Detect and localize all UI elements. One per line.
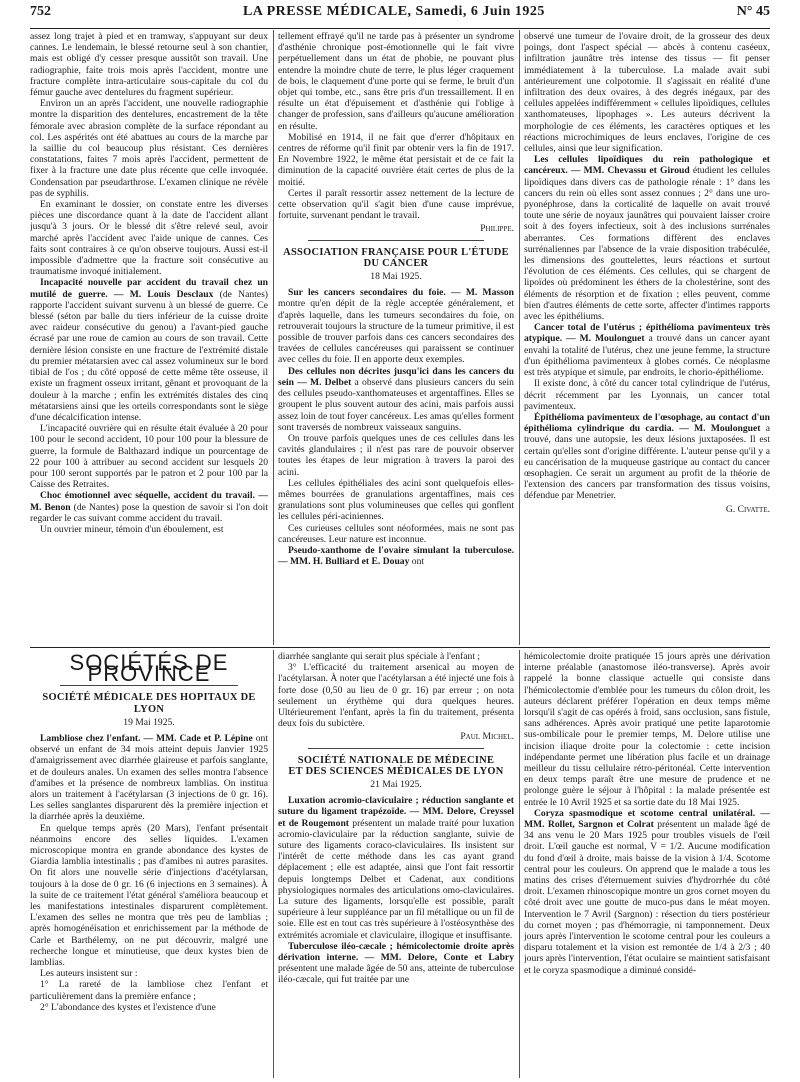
paragraph: ont observé un enfant de 34 mois atteint depuis Janvier 1925 d'amaigrissement avec diarrhée glaireuse et parfois sanglante, et de douleurs anales. Un examen des selles montra l'absence d'amibes et la présence de nombreux lamblias. On institua alors un traitement à l'acétylarsan (3 injections de 0 gr. 16). Les selles sanglantes disparurent dès la première injection et la diarrhée après la deuxième. — [30, 733, 268, 823]
section-heading: SOCIÉTÉ MÉDICALE DES HOPITAUX DE LYON — [42, 692, 256, 715]
section-heading: ET DES SCIENCES MÉDICALES DE LYON — [288, 765, 504, 777]
article-title: Pseudo-xanthome de l'ovaire simulant la tuberculose. — MM. H. Bulliard et E. Douay — [278, 544, 514, 568]
section-rule — [308, 240, 484, 241]
paragraph: Ces curieuses cellules sont néoformées, mais ne sont pas cancéreuses. Leur nature est inconnue. — [278, 522, 514, 545]
paragraph: (de Nantes) pose la question de savoir si l'on doit regarder le cas suivant comme accident du travail. — [30, 501, 268, 524]
paragraph: assez long trajet à pied et en tramway, s'appuyant sur deux cannes. Le lendemain, le blessé retourne seul à son chantier, mais est obligé d'y cesser presque aussitôt son travail. Une radiographie, faite trois mois après l'accident, montre une fracture complète intra-articulaire sous-capitale du col du fémur gauche avec dentelures du fragment supérieur. — [30, 31, 268, 99]
paragraph: (de Nantes) rapporte l'accident suivant survenu à un blessé de guerre. Ce blessé (séton par balle du tiers inférieur de la cuisse droite avec raideur consécutive du genou) a l'avant-pied gauche écrasé par une roue de camion au cours de son travail. Cette dernière lésion consiste en une fracture de l'extrémité distale du premier métatarsien avec cal assez volumineux sur le bord tibial de l'os ; du côté opposé de cette même tête osseuse, il existe un fragment osseux irritant, gênant et provoquant de la douleur à la marche ; enfin les extrémités distales des cinq métatarsiens ainsi que les orteils correspondants sont le siège d'une décalcification intense. — [30, 288, 268, 423]
section-rule — [308, 748, 484, 749]
paragraph: montre qu'en dépit de la règle acceptée généralement, et d'après laquelle, dans les tumeurs secondaires du foie, on retrouverait toujours la structure de la tumeur primitive, il est possible de trouver parfois dans ces cancers secondaires des travées de cellules cancéreuses qui paraissent se continuer avec celles du foie. Il en apporte deux exemples. — [278, 298, 514, 366]
top-column-2 — [278, 31, 514, 645]
paragraph: Environ un an après l'accident, une nouvelle radiographie montre la disparition des dentelures, encastrement de la tête fémorale avec abrasion complète de la surface répondant au col. Les aspérités ont été abattues au cours de la marche par la saillie du col beaucoup plus résistant. Ces dernières constatations, faites 7 mois après l'accident, permettent de fixer à la fracture une date plus récente que celle invoquée. Condensation par pseudarthrose. L'examen clinique ne révèle pas de syphilis. — [30, 98, 268, 199]
article-title: Les cellules lipoïdiques du rein pathologique et cancéreux. — MM. Chevassu et Giroud — [524, 154, 770, 177]
article-title: Luxation acromio-claviculaire ; réduction sanglante et suture du ligament trapézoïde. — MM. Delore, Creyssel et de Rougemont — [278, 795, 514, 829]
paragraph: ont — [411, 556, 425, 568]
bottom-column-1 — [30, 651, 268, 1078]
paragraph: Mobilisé en 1914, il ne fait que d'errer d'hôpitaux en centres de réforme qu'il finit par obtenir vers la fin de 1917. En Novembre 1922, le même état persistait et de ce fait la diminution de la capacité ouvrière était certes de plus de la moitié. — [278, 131, 514, 188]
paragraph: a observé dans plusieurs cancers du sein des cellules pseudo-xanthomateuses et argentaffines. Elles se groupent le plus souvent autour des acini, mais parfois aussi assez loin de tout foyer cancéreux. Les amas qu'elles forment sont traversés de nombreux vaisseaux sanguins. — [278, 376, 514, 433]
section-heading: SOCIÉTÉ NATIONALE DE MÉDECINE — [297, 754, 495, 766]
article-title: Épithélioma pavimenteux de l'œsophage, au contact d'un épithélioma cylindrique du cardia. — M. Moulonguet — [524, 411, 770, 435]
article-title: Tuberculose iléo-cæcale ; hémicolectomie droite après dérivation interne. — MM. Delore, Conte et Labry — [278, 940, 514, 964]
paragraph: L'incapacité ouvrière qui en résulte était évaluée à 20 pour 100 pour le second accident, 10 pour 100 pour la blessure de guerre, la formule de Balthazard indique un pourcentage de 22 pour 100 à attribuer au second accident sur lesquels 20 pour 100 seront supportés par le patron et 2 pour 100 par la Caisse des Retraites. — [30, 423, 268, 491]
section-divider-rule — [30, 647, 770, 648]
paragraph: En examinant le dossier, on constate entre les diverses pièces une discordance quant à la date de l'accident allant jusqu'à 3 jours. Or le blessé dit s'être relevé seul, avoir marché après l'accident avec l'aide unique de cannes. Ces faits sont contraires à ce qu'on observe toujours. Aussi est-il impossible d'admettre que la fracture soit consécutive au traumatisme invoqué initialement. — [30, 199, 268, 278]
paragraph: En quelque temps après (20 Mars), l'enfant présentait néanmoins encore des selles liquides. L'examen microscopique montra en grande abondance des kystes de Giardia lamblia intestinalis ; pas d'amibes ni autres parasites. On fit alors une nouvelle série d'injections d'acétylarsan, toujours à la dose de 0 gr. 16 (6 injections en 3 semaines). À la suite de ce traitement l'état général s'améliora beaucoup et les manifestations intestinales disparurent complètement. L'examen des selles ne montra que très peu de lamblias ; après homogénéisation et enrichissement par la méthode de Carle et Barthélemy, on ne put découvrir, malgré une recherche longue et minutieuse, que deux kystes bien de lamblias. — [30, 822, 268, 969]
paragraph: diarrhée sanglante qui serait plus spéciale à l'enfant ; — [278, 651, 481, 662]
paragraph: a trouvé, dans une autopsie, les deux lésions juxtaposées. Il est certain qu'elles sont d'origine différente. L'auteur pense qu'il y a eu cancérisation de la muqueuse gastrique au contact du cancer œsophagien. Ce serait un argument au profit de la théorie de l'extension des cancers par transformation des tissus voisins, défendue par Menetrier. — [524, 423, 770, 502]
paragraph: Certes il paraît ressortir assez nettement de la lecture de cette observation qu'il s'agit bien d'une cause imprévue, fortuite, survenant pendant le travail. — [278, 187, 514, 222]
paragraph: 1° La rareté de la lambliose chez l'enfant et particulièrement dans la première enfance ; — [30, 979, 268, 1002]
article-title: Incapacité nouvelle par accident du travail chez un mutilé de guerre. — M. Louis Desclaux — [30, 277, 268, 300]
article-title: Sur les cancers secondaires du foie. — M. Masson — [288, 287, 514, 299]
paragraph: Il existe donc, à côté du cancer total cylindrique de l'utérus, décrit récemment par les Lyonnais, un cancer total pavimenteux. — [524, 378, 770, 412]
bottom-column-3 — [524, 651, 770, 1078]
section-date: 19 Mai 1925. — [123, 716, 175, 728]
paragraph: tellement effrayé qu'il ne tarde pas à présenter un syndrome d'asthénie chronique post-émotionnelle qui le fait vivre perpétuellement dans un état de phobie, ne pouvant plus entendre la moindre chute de terre, le plus léger craquement de bois, le claquement d'une porte qui se ferme, le bruit d'un objet qui tombe, etc., sans être pris d'un tressaillement. Il en résulte un état d'épuisement et d'asthénie qui l'oblige à changer de profession, sans d'ailleurs qu'aucune amélioration en résulte. — [278, 31, 514, 132]
article-title: Coryza spasmodique et scotome central unilatéral. — MM. Rollet, Sargnon et Colrat — [524, 807, 770, 831]
paragraph: observé une tumeur de l'ovaire droit, de la grosseur des deux poings, dont l'aspect spécial — abcès à contenu caséeux, infiltration jaunâtre très intense des tissus — fit penser immédiatement à la tuberculose. La malade avait subi antérieurement une colpotomie. Il s'agissait en réalité d'une infiltration des deux ovaires, à des degrés inégaux, par des cellules appelées indifféremment « cellules lipoïdiques, cellules xanthomateuses, lipophages ». Les auteurs décrivent la morphologie de ces éléments, les caractères optiques et les réactions microchimiques de leurs enclaves, l'origine de ces cellules, ainsi que leur signification. — [524, 31, 770, 155]
paragraph: a trouvé dans un cancer ayant envahi la totalité de l'utérus, chez une jeune femme, la structure d'un épithélioma pavimenteux à globes cornés. Ce néoplasme est très atypique et simule, par endroits, le chorio-épithéliome. — [524, 333, 770, 379]
issue-number: N° 45 — [736, 4, 770, 19]
paragraph: présentent une malade âgée de 50 ans, atteinte de tuberculose iléo-cæcale, qui fut traitée par une — [278, 963, 514, 986]
paragraph: 2° L'abondance des kystes et l'existence d'une — [40, 1001, 216, 1013]
paragraph: 3° L'efficacité du traitement arsenical au moyen de l'acétylarsan. À noter que l'acétylarsan a été injecté une fois à forte dose (0,50 au lieu de 0 gr. 16) par erreur ; on nota seulement un érythème qui dura quelques heures. Ultérieurement l'enfant, après la fin du traitement, présenta deux fois du subictère. — [278, 662, 514, 730]
column-divider — [273, 650, 274, 1078]
bottom-column-2 — [278, 651, 514, 1078]
running-header — [30, 4, 770, 26]
top-column-1 — [30, 31, 268, 645]
journal-title: LA PRESSE MÉDICALE, Samedi, 6 Juin 1925 — [242, 4, 545, 19]
section-date: 21 Mai 1925. — [370, 779, 422, 791]
top-column-3 — [524, 31, 770, 645]
column-divider — [273, 30, 274, 645]
paragraph: présentent un malade traité pour luxation acromio-claviculaire par la réduction sanglante, suivie de suture des ligaments coraco-claviculaires. Ils insistent sur l'intérêt de cette méthode dans les cas ayant grand déplacement ; elle est adaptée, ainsi que l'ont fait ressortir depuis longtemps Delbet et Cadenat, aux conditions physiologiques normales des articulations omo-claviculaires. La suture des ligaments, lorsqu'elle est possible, paraît supérieure à leur suppléance par un fil métallique ou un fil de soie. Elle est en tout cas très supérieure à l'ostéosynthèse des extrémités acromiale et claviculaire, illogique et insuffisante. — [278, 817, 514, 941]
signature: Philippe. — [480, 223, 514, 235]
header-rule — [30, 28, 770, 29]
section-banner: SOCIÉTÉS DE PROVINCE — [69, 651, 229, 687]
paragraph: Un ouvrier mineur, témoin d'un éboulement, est — [40, 523, 224, 535]
article-title: Cancer total de l'utérus ; épithélioma pavimenteux très atypique. — M. Moulonguet — [524, 322, 770, 345]
paragraph: Les cellules épithéliales des acini sont quelquefois elles-mêmes bourrées de granulations argentaffines, mais ces granulations sont plus volumineuses que celles qui gonflent les cellules péri-aciniennes. — [278, 477, 514, 523]
section-date: 18 Mai 1925. — [370, 271, 422, 283]
article-title: Choc émotionnel avec séquelle, accident du travail. — M. Benon — [30, 490, 268, 513]
paragraph: Les auteurs insistent sur : — [40, 968, 138, 980]
paragraph: hémicolectomie droite pratiquée 15 jours après une dérivation interne préalable (anastomose iléo-transverse). Après avoir rappelé la bonne classique actuelle qui consiste dans l'hémicolectomie d'emblée pour les tumeurs du côlon droit, les auteurs déclarent préférer l'opération en deux temps même lorsqu'il s'agit de cas opérés à froid, sans occlusion, sans fistule, sans adhérences. Après avoir pratiqué une petite laparotomie sus-ombilicale pour le premier temps, M. Delore utilise une incision iliaque droite pour la colectomie : cette incision indépendante permet une libération plus facile et un drainage meilleur du tissu cellulaire rétro-péritonéal. Cette intervention en deux temps paraît être une mesure de prudence et ne prolonge guère le séjour à l'hôpital : la malade présentée est entrée le 10 Avril 1925 et sa sortie date du 18 Mai 1925. — [524, 651, 770, 808]
page-number: 752 — [30, 4, 51, 19]
article-title: Lambliose chez l'enfant. — MM. Cade et P. Lépine — [40, 733, 253, 745]
signature: G. Civatte. — [725, 503, 770, 515]
paragraph: étudient les cellules lipoïdiques dans divers cas de pathologie rénale : 1° dans les cancers du rein où elles sont assez connues ; 2° dans une uro-pyonéphrose, dans la corticalité de laquelle on avait trouvé toute une série de noyaux jaunâtres qui pouvaient laisser croire soit à des foyers infectieux, soit à des inclusions surrénales aberrantes. Ces formations diffèrent des enclaves surrénaliennes par l'absence de la vraie disposition trabéculée, les dimensions des gouttelettes, leurs réactions et surtout l'évolution de ces éléments. Ces cellules, qui se chargent de lipoïdes où prédominent les éthers de la cholestérine, sont des éléments de résorption et de fixation ; elles peuvent, comme bien d'autres éléments de cette sorte, affecter d'intimes rapports avec les épithéliums. — [524, 165, 770, 323]
section-heading: ASSOCIATION FRANÇAISE POUR L'ÉTUDE DU CANCER — [283, 246, 509, 269]
paragraph: présentent un malade âgé de 34 ans venu le 20 Mars 1925 pour troubles visuels de l'œil droit. L'œil gauche est normal, V = 1/2. Aucune modification du fond d'œil à droite, mais baisse de la vision à 1/4. Scotome central pour les couleurs. On apprend que le malade a tous les matins des crises d'éternuement suivies d'hydrorrhée du côté droit. L'examen rhinoscopique montre un gros cornet moyen du côté droit avec une goutte de muco-pus dans le méat moyen. Intervention le 7 Avril (Sargnon) : résection du tiers postérieur du cornet moyen ; pas d'hémorragie, ni tamponnement. Deux jours après l'intervention le scotome central pour les couleurs a disparu totalement et la vision est remontée de 1/4 à 2/3 ; 40 jours après l'intervention, l'état oculaire se maintient satisfaisant et le coryza spasmodique a diminué considé- — [524, 819, 770, 976]
signature: Paul Michel. — [460, 731, 514, 743]
column-divider — [519, 650, 520, 1078]
article-title: Des cellules non décrites jusqu'ici dans les cancers du sein — M. Delbet — [278, 365, 514, 388]
column-divider — [519, 30, 520, 645]
paragraph: On trouve parfois quelques unes de ces cellules dans les cavités glandulaires ; il n'est pas rare de pouvoir observer toutes les étapes de leur migration à travers la paroi des acini. — [278, 432, 514, 478]
